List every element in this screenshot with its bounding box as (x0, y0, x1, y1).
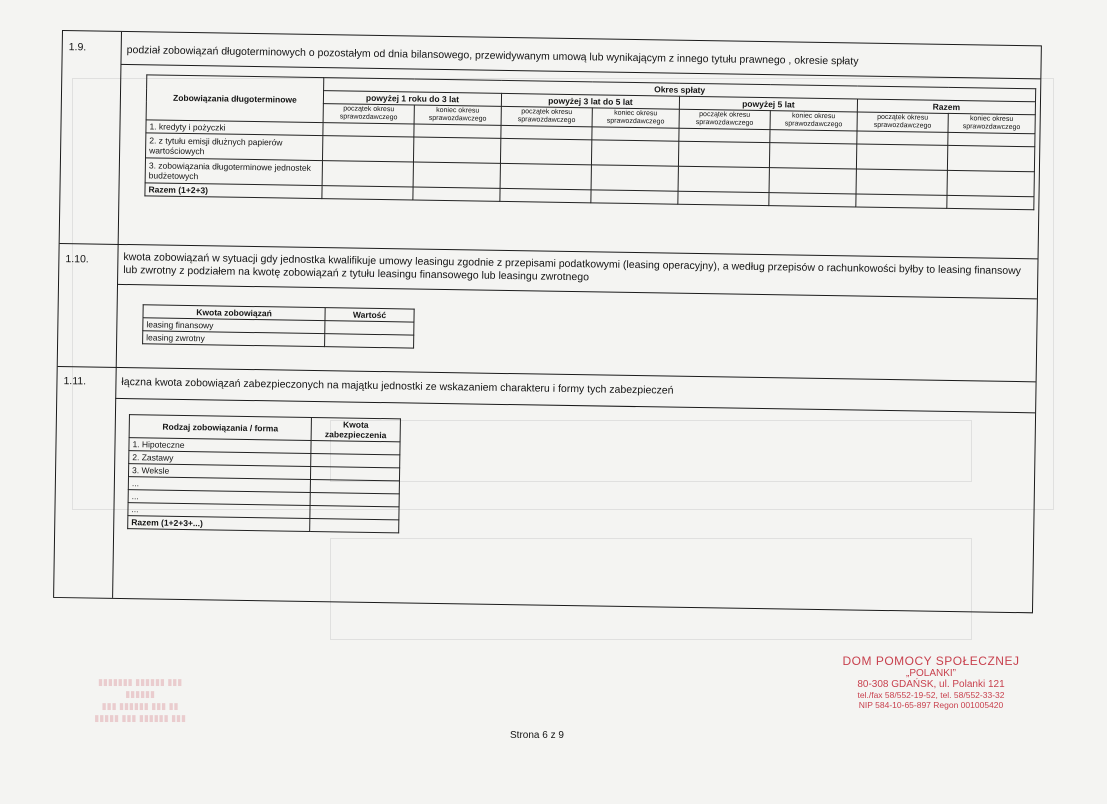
row-label: 3. Weksle (128, 464, 310, 480)
stamp-line: DOM POMOCY SPOŁECZNEJ (842, 654, 1020, 668)
leasing-table (142, 304, 415, 348)
stamp-line: tel./fax 58/552-19-52, tel. 58/552-33-32 (857, 690, 1005, 700)
section-description: podział zobowiązań długoterminowych o pozostałym od dnia bilansowego, przewidywanym umową lub wynikającym z innego tytułu prawnego , okresie spłaty (126, 44, 859, 68)
sub-header: początek okresu sprawozdawczego (857, 112, 948, 132)
stamp-line: NIP 584-10-65-897 Regon 001005420 (858, 700, 1004, 710)
sub-header: początek okresu sprawozdawczego (501, 106, 592, 126)
section-number: 1.11. (63, 375, 87, 388)
row-label: 2. Zastawy (129, 451, 311, 467)
row-label: ... (128, 477, 310, 493)
row-label: Razem (1+2+3+...) (128, 516, 310, 532)
row-label: 1. Hipoteczne (129, 438, 311, 454)
period-header: Razem (857, 99, 1035, 115)
column-header: Kwota zabezpieczenia (311, 417, 400, 441)
secured-liabilities-table (127, 414, 401, 533)
row-label: 2. z tytułu emisji dłużnych papierów wartościowych (146, 133, 323, 161)
column-header: Wartość (325, 308, 414, 322)
row-label: 1. kredyty i pożyczki (146, 120, 323, 136)
column-header: Rodzaj zobowiązania / forma (129, 415, 311, 441)
column-header: Zobowiązania długoterminowe (146, 75, 324, 123)
sub-header: koniec okresu sprawozdawczego (770, 111, 857, 131)
column-header: Kwota zobowiązań (143, 305, 325, 321)
period-header: powyżej 3 lat do 5 lat (501, 93, 679, 109)
row-label: leasing finansowy (143, 318, 325, 334)
section-number: 1.10. (65, 253, 89, 266)
sections-frame (53, 30, 1042, 613)
stamp-line: 80-308 GDAŃSK, ul. Polanki 121 (857, 679, 1005, 690)
period-header: powyżej 5 lat (679, 96, 857, 112)
sub-header: początek okresu sprawozdawczego (323, 104, 414, 124)
section-description: kwota zobowiązań w sytuacji gdy jednostka kwalifikuje umowy leasingu zgodnie z przepisami podatkowymi (leasing operacyjny), a według przepisów o rachunkowości byłby to leasing finansowy lub zwrotny z podziałem na kwotę zobowiązań z tytułu leasingu finansowego lub leasingu zwrotnego (123, 250, 1022, 284)
row-label: leasing zwrotny (143, 331, 325, 347)
row-label: Razem (1+2+3) (145, 183, 322, 199)
period-header: powyżej 1 roku do 3 lat (323, 91, 501, 107)
long-term-liabilities-table (144, 74, 1036, 210)
row-label: 3. zobowiązania długoterminowe jednostek budżetowych (145, 158, 322, 186)
institution-stamp (836, 654, 1026, 710)
section-number: 1.9. (68, 41, 87, 54)
row-label: ... (128, 490, 310, 506)
sub-header: koniec okresu sprawozdawczego (592, 108, 679, 128)
bleed-through-stamp: ▮▮▮ ▮▮▮▮▮▮ ▮▮▮▮▮▮▮ ▮▮▮▮▮▮ ▮▮ ▮▮▮ ▮▮▮▮▮▮ ▮▮▮ ▮▮▮ ▮▮▮▮▮▮ ▮▮▮ ▮▮▮▮▮ (94, 677, 186, 723)
row-label: ... (128, 503, 310, 519)
section-description: łączna kwota zobowiązań zabezpieczonych na majątku jednostki ze wskazaniem charakteru i formy tych zabezpieczeń (121, 375, 674, 397)
page-number: Strona 6 z 9 (510, 730, 564, 741)
sub-header: koniec okresu sprawozdawczego (414, 105, 501, 125)
sub-header: początek okresu sprawozdawczego (679, 109, 770, 129)
group-header: Okres spłaty (324, 78, 1036, 102)
sub-header: koniec okresu sprawozdawczego (948, 113, 1035, 133)
stamp-line: „POLANKI” (905, 668, 956, 679)
number-column-divider (112, 32, 122, 598)
